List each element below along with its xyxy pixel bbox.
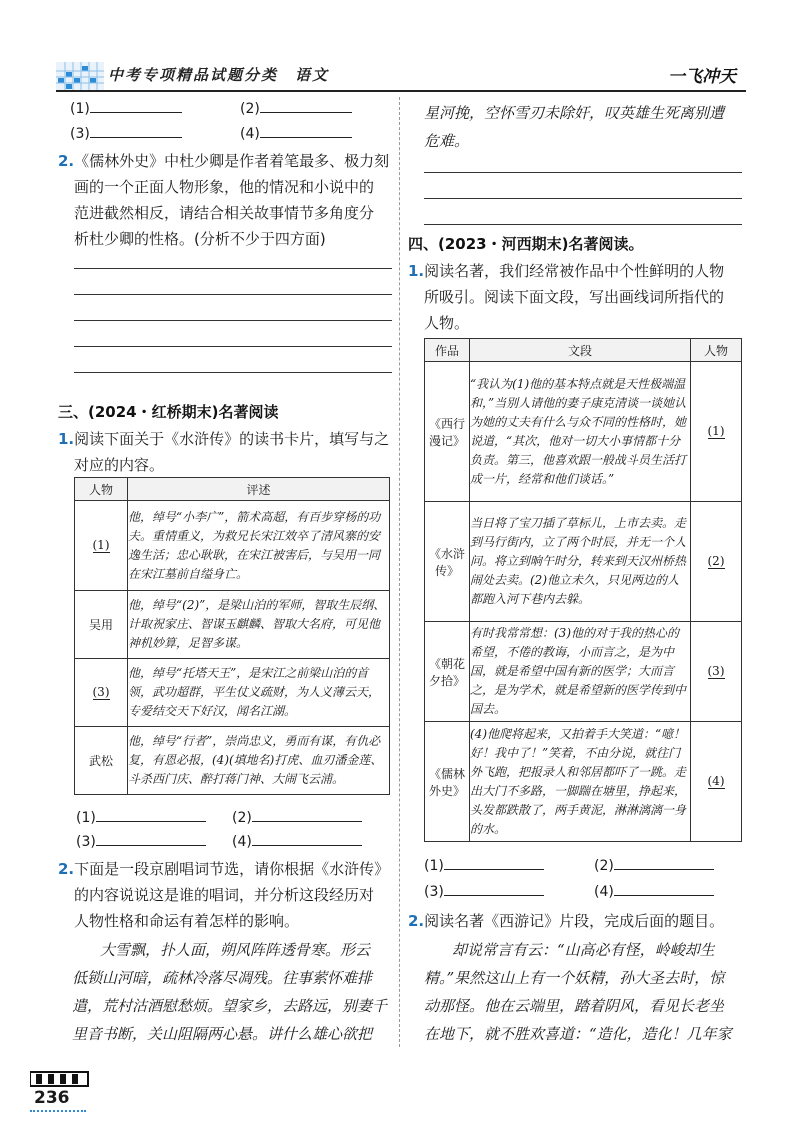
- col-header-passage: 文段: [470, 339, 691, 362]
- table-row: [425, 622, 742, 722]
- table-row: [75, 501, 390, 591]
- header-rule: [56, 90, 746, 92]
- brand-logo: 一飞冲天: [668, 67, 736, 87]
- page-number: 236: [34, 1088, 70, 1108]
- col-header-comment: 评述: [128, 478, 390, 501]
- answer-line[interactable]: [74, 320, 392, 321]
- blank-4-right[interactable]: (4): [594, 884, 714, 900]
- table-row: [75, 727, 390, 795]
- character-cell: 吴用: [75, 591, 128, 659]
- work-cell: 《水浒传》: [425, 502, 470, 622]
- passage-cell: (4)他爬将起来，又拍着手大笑道：“噫！好！我中了！”笑着，不由分说，就往门外飞跑，把报录人和邻居都吓了一跳。走出大门不多路，一脚踹在塘里，挣起来，头发都跌散了，两手黄泥，淋淋漓漓一身的水。: [470, 722, 691, 842]
- answer-cell[interactable]: (4): [691, 722, 742, 842]
- question-1-characters: 1.阅读名著，我们经常被作品中个性鲜明的人物 所吸引。阅读下面文段，写出画线词所指代的 人物。: [408, 262, 725, 332]
- opera-passage-continued: 星河挽，空怀雪刃未除奸，叹英雄生死离别遭 危难。: [424, 104, 725, 150]
- page-number-badge: [30, 1070, 90, 1114]
- blank-2-right[interactable]: (2): [594, 858, 714, 874]
- answer-cell[interactable]: (1): [691, 362, 742, 502]
- answer-line[interactable]: [424, 224, 742, 225]
- section-4-title: 四、(2023・河西期末)名著阅读。: [408, 235, 644, 253]
- work-cell: 《朝花夕拾》: [425, 622, 470, 722]
- header-logo-grid: [56, 62, 104, 90]
- answer-line[interactable]: [74, 346, 392, 347]
- character-table: [424, 338, 742, 842]
- question-2-xiyou: 2.阅读名著《西游记》片段，完成后面的题目。: [408, 912, 725, 930]
- passage-cell: 当日将了宝刀插了草标儿，上市去卖。走到马行街内，立了两个时辰，并无一个人问。将立到晌午时分，转来到天汉州桥热闹处去卖。(2)他立未久，只见两边的人都跑入河下巷内去躲。: [470, 502, 691, 622]
- blank-2-mid[interactable]: (2): [232, 810, 362, 826]
- answer-line[interactable]: [74, 372, 392, 373]
- reading-card-table: [74, 477, 390, 795]
- table-header-row: [75, 478, 390, 501]
- table-row: [425, 722, 742, 842]
- blank-1-mid[interactable]: (1): [76, 810, 206, 826]
- work-cell: 《儒林外史》: [425, 722, 470, 842]
- blank-1-right[interactable]: (1): [424, 858, 544, 874]
- blank-3-mid[interactable]: (3): [76, 834, 206, 850]
- blank-3-right[interactable]: (3): [424, 884, 544, 900]
- work-cell: 《西行漫记》: [425, 362, 470, 502]
- character-cell[interactable]: (1): [75, 501, 128, 591]
- comment-cell: 他，绰号“(2)”，是梁山泊的军师，智取生辰纲、计取祝家庄、智谋玉麒麟、智取大名府，可见他神机妙算，足智多谋。: [128, 591, 390, 659]
- character-cell[interactable]: (3): [75, 659, 128, 727]
- question-2-opera: 2.下面是一段京剧唱词节选，请你根据《水浒传》 的内容说说这是谁的唱词，并分析这段经历对 人物性格和命运有着怎样的影响。: [58, 860, 390, 930]
- comment-cell: 他，绰号“托塔天王”，是宋江之前梁山泊的首领，武功超群，平生仗义疏财，为人义薄云天，专爱结交天下好汉，闻名江湖。: [128, 659, 390, 727]
- col-header-character: 人物: [75, 478, 128, 501]
- question-1-shuihu: 1.阅读下面关于《水浒传》的读书卡片，填写与之 对应的内容。: [58, 430, 390, 474]
- opera-passage: 大雪飘，扑人面，朔风阵阵透骨寒。形云 低锁山河暗，疏林冷落尽凋残。往事萦怀难排 遣，荒村沽酒慰愁烦。望家乡，去路远，别妻千 里音书断，关山阻隔两心悬。讲什么雄心欲把: [72, 941, 388, 1043]
- table-row: [425, 362, 742, 502]
- table-row: [75, 591, 390, 659]
- blank-4-mid[interactable]: (4): [232, 834, 362, 850]
- question-2-rulin: 2.《儒林外史》中杜少卿是作者着笔最多、极力刻 画的一个正面人物形象，他的情况和小说中的 范进截然相反，请结合相关故事情节多角度分 析杜少卿的性格。(分析不少于四方面): [58, 152, 390, 248]
- col-header-character: 人物: [691, 339, 742, 362]
- page-number-dots: [30, 1110, 86, 1112]
- comment-cell: 他，绰号“行者”，崇尚忠义，勇而有谋，有仇必复，有恩必报，(4)(填地名)打虎、血刃潘金莲、斗杀西门庆、醉打蒋门神、大闹飞云浦。: [128, 727, 390, 795]
- table-row: [75, 659, 390, 727]
- passage-cell: 有时我常常想：(3)他的对于我的热心的希望，不倦的教诲，小而言之，是为中国，就是希望中国有新的医学；大而言之，是为学术，就是希望新的医学传到中国去。: [470, 622, 691, 722]
- table-row: [425, 502, 742, 622]
- col-header-work: 作品: [425, 339, 470, 362]
- answer-cell[interactable]: (2): [691, 502, 742, 622]
- answer-line[interactable]: [74, 294, 392, 295]
- answer-line[interactable]: [424, 172, 742, 173]
- table-header-row: [425, 339, 742, 362]
- blank-3-top[interactable]: (3): [70, 126, 182, 142]
- xiyou-passage: 却说常言有云：“山高必有怪，岭峻却生 精。”果然这山上有一个妖精，孙大圣去时，惊 动那怪。他在云端里，踏着阴风，看见长老坐 在地下，就不胜欢喜道：“造化，造化！几年家: [424, 941, 732, 1043]
- column-divider: [399, 97, 400, 1047]
- comment-cell: 他，绰号“小李广”，箭术高超，有百步穿杨的功夫。重情重义，为救兄长宋江效卒了清风寨的安逸生活；忠心耿耿，在宋江被害后，与吴用一同在宋江墓前自缢身亡。: [128, 501, 390, 591]
- answer-cell[interactable]: (3): [691, 622, 742, 722]
- character-cell: 武松: [75, 727, 128, 795]
- header-title: 中考专项精品试题分类 语文: [108, 66, 330, 84]
- blank-2-top[interactable]: (2): [240, 101, 352, 117]
- answer-line[interactable]: [74, 268, 392, 269]
- answer-line[interactable]: [424, 198, 742, 199]
- blank-4-top[interactable]: (4): [240, 126, 352, 142]
- blank-1-top[interactable]: (1): [70, 101, 182, 117]
- passage-cell: “我认为(1)他的基本特点就是天性极端温和，”当别人请他的妻子康克清谈一谈她认为她的丈夫有什么与众不同的性格时，她说道，“其次，他对一切大小事情都十分负责。第三，他喜欢跟一般战斗员生活打成一片，经常和他们谈话。”: [470, 362, 691, 502]
- section-3-title: 三、(2024・红桥期末)名著阅读: [58, 403, 279, 421]
